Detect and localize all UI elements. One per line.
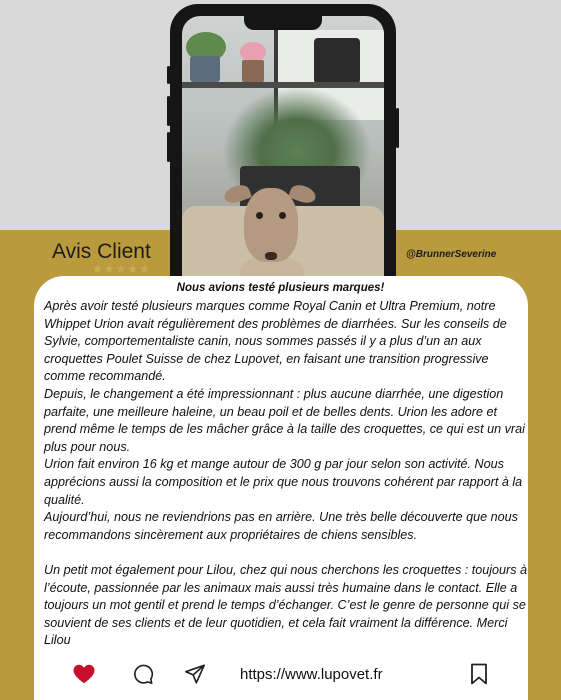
phone-mockup [170,4,396,294]
dog-nose [265,252,277,260]
review-title: Nous avions testé plusieurs marques! [176,282,385,294]
review-paragraph: Urion fait environ 16 kg et mange autour de 300 g par jour selon son activité. Nous apprécions aussi la composition et le prix que nous trouvons cohérent par rapport à la qualité. [44,457,523,507]
photo-plant-pot [190,56,220,82]
photo-flower-pot [242,60,264,82]
phone-side-button [167,66,170,84]
send-icon[interactable] [184,663,206,685]
review-paragraph: Un petit mot également pour Lilou, chez qui nous cherchons les croquettes : toujours à l’écoute, passionnée par les animaux mais aussi très humaine dans le contact. Elle a toujours un mot gentil et prend le temps d’échanger. C’est le genre de personne qui se souvient de ses clients et de leur quotidien, et cela fait vraiment la différence. Merci Lilou [44,562,528,648]
phone-notch [244,16,322,30]
page-title: Avis Client [52,240,151,263]
phone-side-button [167,132,170,162]
review-paragraph: Aujourd’hui, nous ne reviendrions pas en arrière. Une très belle découverte que nous recommandons sincèrement aux propriétaires de chiens sensibles. [44,510,518,542]
action-bar [34,662,528,694]
rating-stars: ★★★★★ [92,262,151,276]
review-paragraph-spacer [44,544,530,562]
review-body [44,298,530,650]
review-paragraph: Depuis, le changement a été impressionnant : plus aucune diarrhée, une digestion parfaite, une meilleure haleine, un beau poil et de belles dents. Urion les adore et prend même le temps de les mâcher grâce à la taille des croquettes, ce qui est un vrai plus pour nous. [44,386,525,454]
author-handle: @BrunnerSeverine [406,249,497,260]
dog-head [244,188,298,262]
heart-icon[interactable] [72,662,96,686]
bookmark-icon[interactable] [470,663,488,685]
phone-side-button [167,96,170,126]
website-link[interactable]: https://www.lupovet.fr [240,666,383,683]
comment-icon[interactable] [132,663,154,685]
dog-photo [182,16,384,288]
dog-eye-left [256,212,263,219]
photo-dark-pot [314,38,360,84]
review-paragraph: Après avoir testé plusieurs marques comme Royal Canin et Ultra Premium, notre Whippet Urion avait régulièrement des problèmes de diarrhées. Sur les conseils de Sylvie, comportementaliste canin, nous sommes passés il y a plus d’un an aux croquettes Poulet Suisse de chez Lupovet, en faisant une transition progressive comme recommandé. [44,299,507,384]
photo-flower [240,42,266,62]
dog-eye-right [279,212,286,219]
phone-side-button [396,108,399,148]
